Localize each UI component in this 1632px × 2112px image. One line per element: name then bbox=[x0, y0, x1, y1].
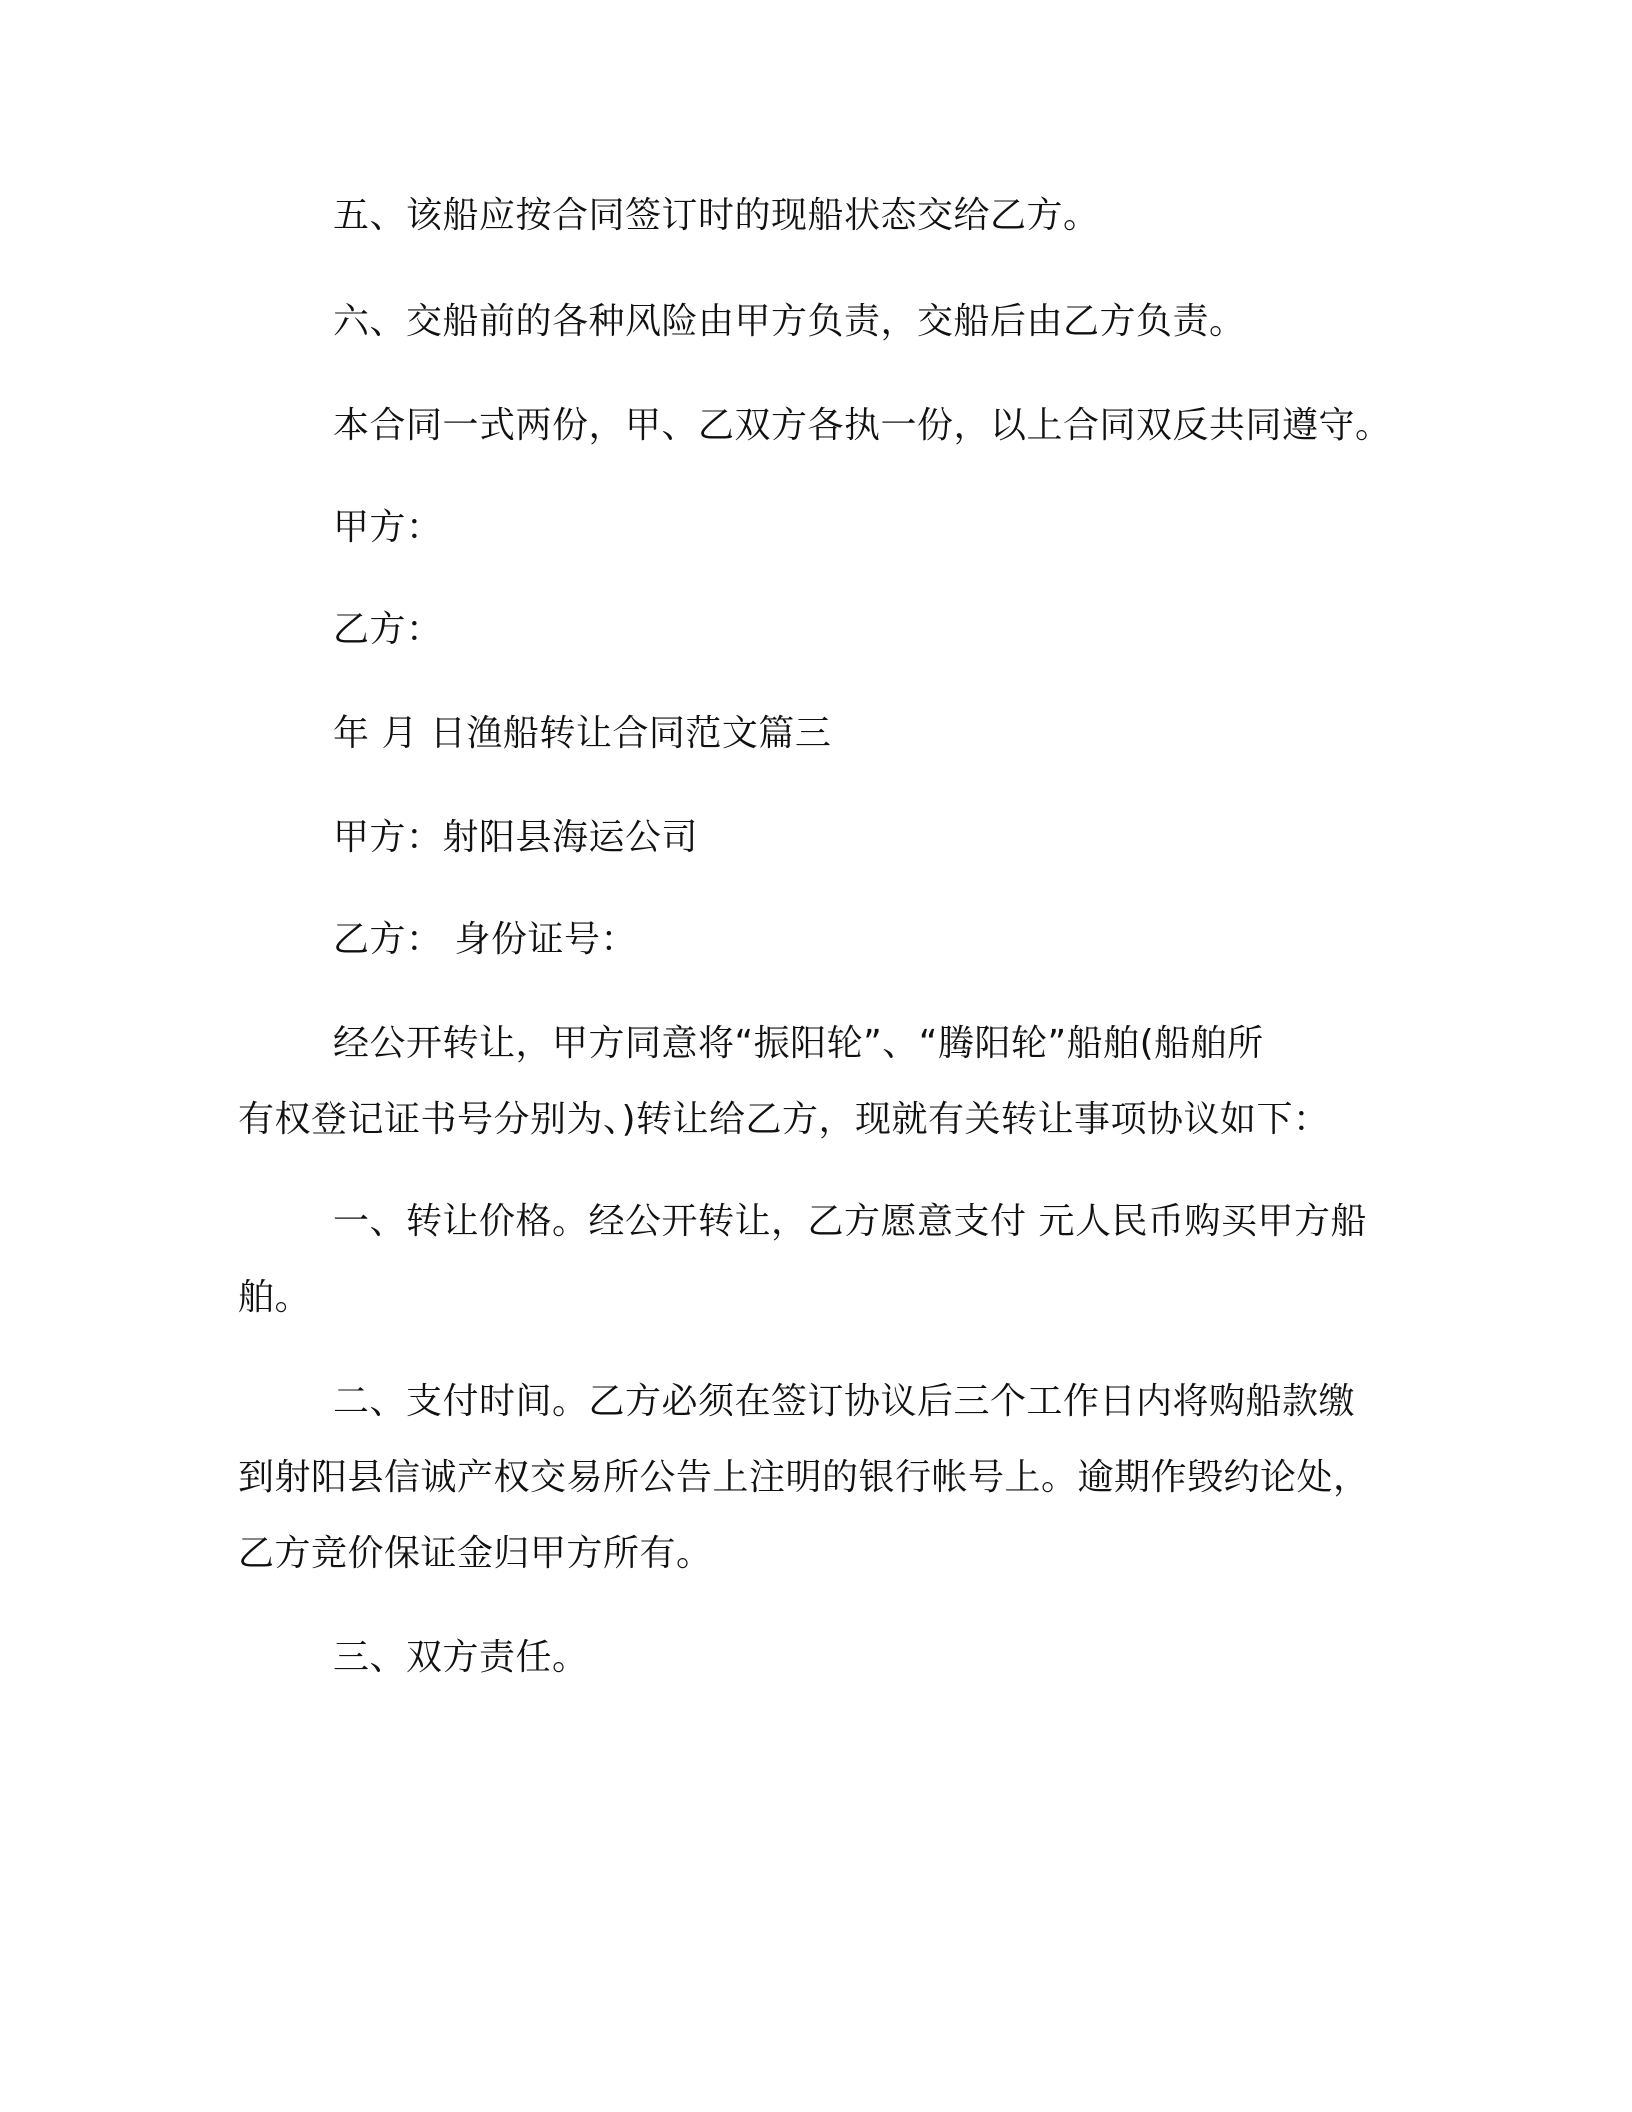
clause-two-line-2: 到射阳县信诚产权交易所公告上注明的银行帐号上。逾期作毁约论处， bbox=[238, 1457, 1370, 1498]
party-a-signature-label: 甲方： bbox=[333, 507, 443, 548]
clause-one-line-1: 一、转让价格。经公开转让，乙方愿意支付 元人民币购买甲方船 bbox=[333, 1201, 1367, 1242]
date-and-section-title: 年 月 日渔船转让合同范文篇三 bbox=[333, 713, 832, 754]
party-b-line: 乙方： 身份证号： bbox=[333, 919, 637, 960]
clause-six: 六、交船前的各种风险由甲方负责，交船后由乙方负责。 bbox=[333, 301, 1246, 342]
intro-paragraph-line-1: 经公开转让，甲方同意将“振阳轮”、“腾阳轮”船舶(船舶所 bbox=[333, 1023, 1264, 1064]
clause-three: 三、双方责任。 bbox=[333, 1637, 589, 1678]
party-a-line: 甲方：射阳县海运公司 bbox=[333, 817, 699, 858]
party-b-signature-label: 乙方： bbox=[333, 609, 443, 650]
clause-five: 五、该船应按合同签订时的现船状态交给乙方。 bbox=[333, 195, 1100, 236]
clause-two-line-1: 二、支付时间。乙方必须在签订协议后三个工作日内将购船款缴 bbox=[333, 1381, 1356, 1422]
clause-one-line-2: 舶。 bbox=[238, 1277, 312, 1318]
intro-paragraph-line-2: 有权登记证书号分别为、)转让给乙方，现就有关转让事项协议如下： bbox=[238, 1099, 1330, 1140]
copies-statement: 本合同一式两份，甲、乙双方各执一份，以上合同双反共同遵守。 bbox=[333, 405, 1392, 446]
clause-two-line-3: 乙方竞价保证金归甲方所有。 bbox=[238, 1533, 713, 1574]
